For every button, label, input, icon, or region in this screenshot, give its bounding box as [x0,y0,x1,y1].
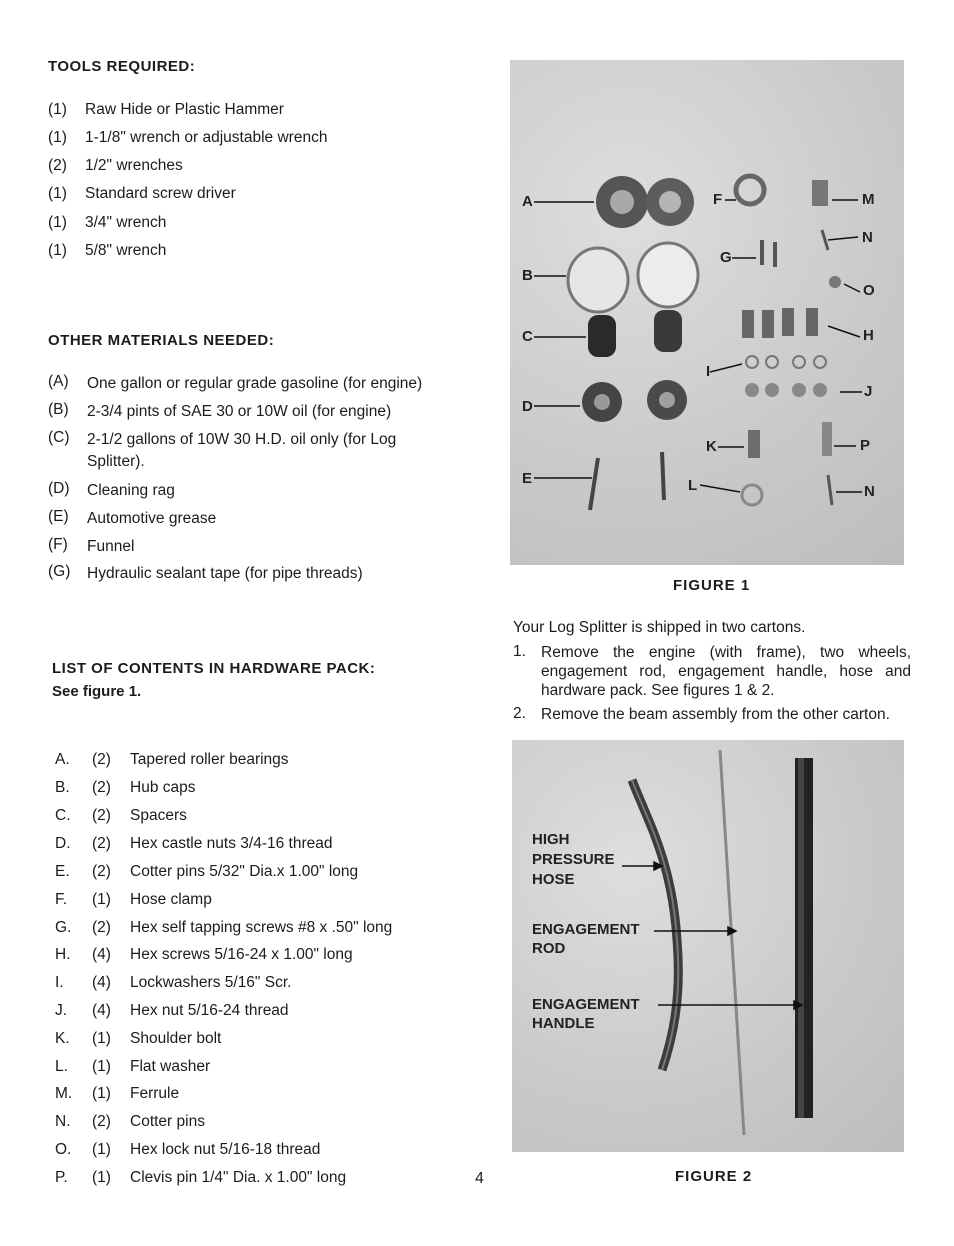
fig1-label-f: F [713,191,723,208]
fig1-label-g: G [720,249,732,266]
hardware-item: P. (1) Clevis pin 1/4" Dia. x 1.00" long [55,1169,347,1186]
tool-item: (1) 5/8" wrench [48,242,167,259]
tool-item: (1) Standard screw driver [48,185,236,202]
material-item: (E) Automotive grease [48,508,217,527]
hardware-item: H. (4) Hex screws 5/16-24 x 1.00" long [55,946,353,963]
fig1-label-j: J [864,383,873,400]
fig1-label-m: M [862,191,875,208]
hardware-subheading: See figure 1. [52,683,142,700]
figure-2-caption: FIGURE 2 [675,1168,753,1185]
material-item: (G) Hydraulic sealant tape (for pipe threads) [48,563,363,582]
tool-item: (1) 1-1/8" wrench or adjustable wrench [48,129,328,146]
fig1-label-i: I [706,363,711,380]
tools-heading: TOOLS REQUIRED: [48,58,196,75]
hardware-item: J. (4) Hex nut 5/16-24 thread [55,1002,289,1019]
material-item: (C) 2-1/2 gallons of 10W 30 H.D. oil only (for Log Splitter). [48,429,397,470]
materials-heading: OTHER MATERIALS NEEDED: [48,332,275,349]
material-item: (F) Funnel [48,536,135,555]
fig1-label-l: L [688,477,698,494]
fig2-label-hose: HIGH PRESSURE HOSE [532,831,615,888]
fig1-label-n: N [862,229,873,246]
fig1-label-p: P [860,437,871,454]
figure-2-photo [512,740,904,1152]
figure-1-photo [510,60,904,565]
fig1-label-d: D [522,398,533,415]
fig1-label-c: C [522,328,533,345]
hardware-item: B. (2) Hub caps [55,779,196,796]
material-item: (A) One gallon or regular grade gasoline (for engine) [48,373,423,392]
hardware-item: E. (2) Cotter pins 5/32" Dia.x 1.00" long [55,863,359,880]
fig1-label-h: H [863,327,874,344]
material-item: (B) 2-3/4 pints of SAE 30 or 10W oil (for engine) [48,401,392,420]
fig2-label-rod: ENGAGEMENT ROD [532,921,640,957]
hardware-item: C. (2) Spacers [55,807,187,824]
hardware-item: D. (2) Hex castle nuts 3/4-16 thread [55,835,333,852]
tool-item: (2) 1/2" wrenches [48,157,183,174]
shipping-intro: Your Log Splitter is shipped in two cartons. [513,619,806,636]
shipping-step: 2. Remove the beam assembly from the other carton. [513,705,890,723]
hardware-item: I. (4) Lockwashers 5/16" Scr. [55,974,292,991]
fig1-label-k: K [706,438,717,455]
hardware-item: A. (2) Tapered roller bearings [55,751,289,768]
hardware-item: G. (2) Hex self tapping screws #8 x .50" long [55,919,393,936]
page-number: 4 [475,1170,484,1187]
fig1-label-b: B [522,267,533,284]
fig1-label-e: E [522,470,533,487]
tool-item: (1) 3/4" wrench [48,214,167,231]
hardware-item: F. (1) Hose clamp [55,891,212,908]
material-item: (D) Cleaning rag [48,480,175,499]
hardware-parts-illustration [510,60,904,565]
hardware-item: M. (1) Ferrule [55,1085,180,1102]
shipping-step: 1. Remove the engine (with frame), two wheels, engagement rod, engagement handle, hose and hardware pack. See figures 1 & 2. [513,643,911,699]
hardware-item: O. (1) Hex lock nut 5/16-18 thread [55,1141,321,1158]
fig2-label-handle: ENGAGEMENT HANDLE [532,996,640,1032]
hardware-heading: LIST OF CONTENTS IN HARDWARE PACK: [52,660,376,677]
hardware-item: N. (2) Cotter pins [55,1113,205,1130]
fig1-label-a: A [522,193,533,210]
hardware-item: K. (1) Shoulder bolt [55,1030,222,1047]
fig1-label-n2: N [864,483,875,500]
fig1-label-o: O [863,282,875,299]
tool-item: (1) Raw Hide or Plastic Hammer [48,101,284,118]
hardware-item: L. (1) Flat washer [55,1058,211,1075]
figure-1-caption: FIGURE 1 [673,577,751,594]
